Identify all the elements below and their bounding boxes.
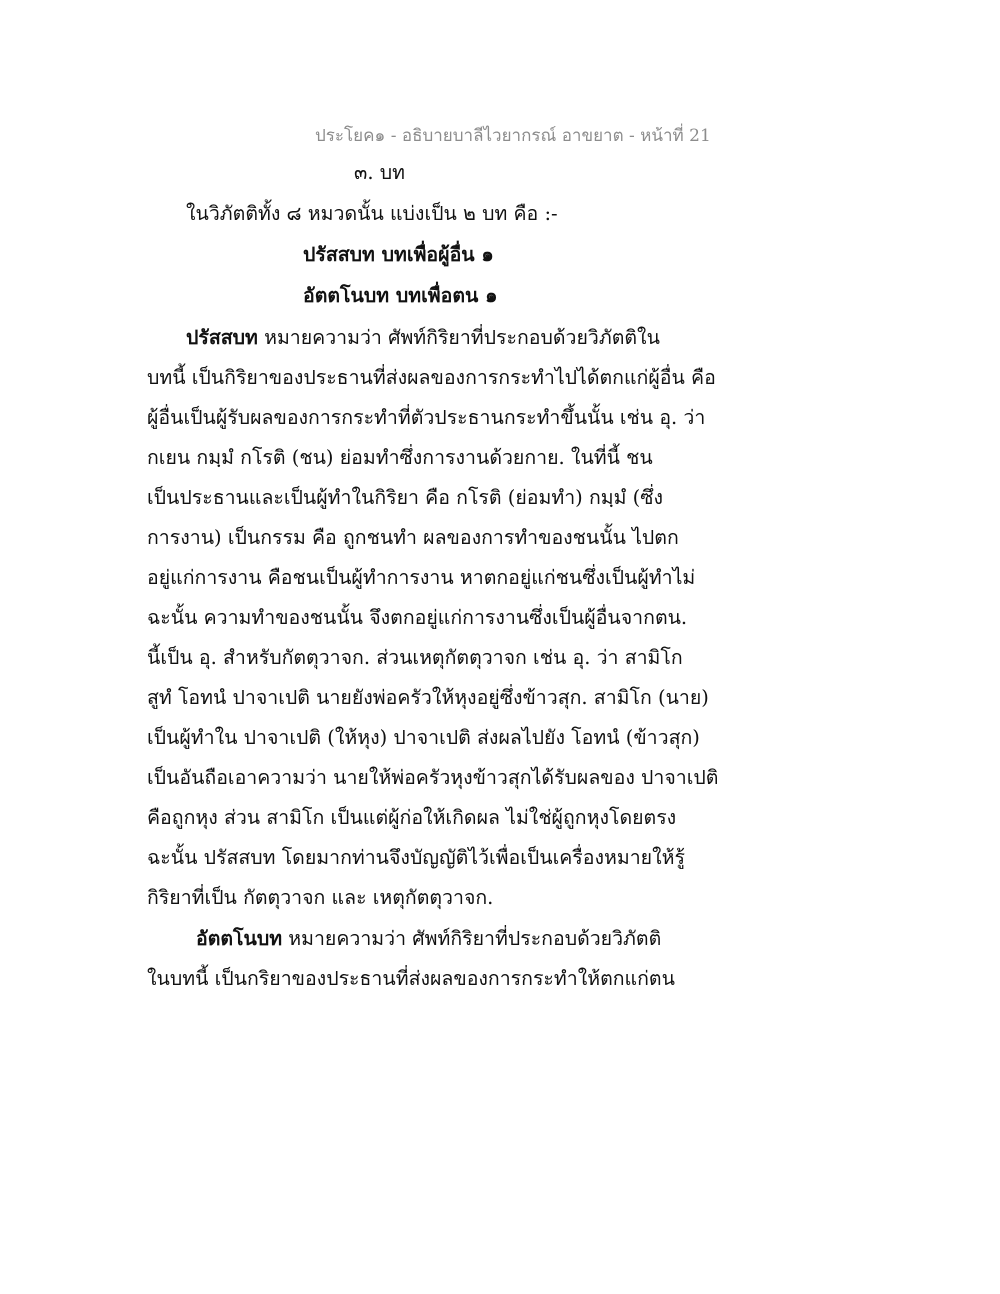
paragraph-1-line: กิริยาที่เป็น กัตตุวาจก และ เหตุกัตตุวาจก.	[147, 886, 494, 909]
paragraph-1-first-line	[186, 323, 660, 353]
paragraph-1-first-line-text: หมายความว่า ศัพท์กิริยาที่ประกอบด้วยวิภัตติใน	[257, 326, 660, 349]
paragraph-1-line: เป็นประธานและเป็นผู้ทำในกิริยา คือ กโรติ (ย่อมทำ) กมฺมํ (ซึ่ง	[147, 486, 664, 509]
paragraph-1-line: อยู่แก่การงาน คือชนเป็นผู้ทำการงาน หาตกอยู่แก่ชนซึ่งเป็นผู้ทำไม่	[147, 566, 696, 589]
paragraph-2-line: ในบทนี้ เป็นกริยาของประธานที่ส่งผลของการกระทำให้ตกแก่ตน	[147, 967, 675, 990]
term-parassabot: ปรัสสบท	[186, 326, 258, 349]
paragraph-1-line: เป็นอันถือเอาความว่า นายให้พ่อครัวหุงข้าวสุกได้รับผลของ ปาจาเปติ	[147, 766, 719, 789]
paragraph-1-line: ฉะนั้น ความทำของชนนั้น จึงตกอยู่แก่การงานซึ่งเป็นผู้อื่นจากตน.	[147, 606, 688, 629]
paragraph-1-line: นี้เป็น อุ. สำหรับกัตตุวาจก. ส่วนเหตุกัตตุวาจก เช่น อุ. ว่า สามิโก	[147, 646, 683, 669]
paragraph-1-line: กเยน กมฺมํ กโรติ (ชน) ย่อมทำซึ่งการงานด้วยกาย. ในที่นี้ ชน	[147, 446, 653, 469]
paragraph-2-first-line-text: หมายความว่า ศัพท์กิริยาที่ประกอบด้วยวิภัตติ	[282, 927, 662, 950]
paragraph-1-line: ฉะนั้น ปรัสสบท โดยมากท่านจึงบัญญัติไว้เพื่อเป็นเครื่องหมายให้รู้	[147, 846, 685, 869]
paragraph-1-line: สูทํ โอทนํ ปาจาเปติ นายยังพ่อครัวให้หุงอยู่ซึ่งข้าวสุก. สามิโก (นาย)	[147, 686, 709, 709]
section-title: ๓. บท	[354, 161, 405, 184]
paragraph-1-line: เป็นผู้ทำใน ปาจาเปติ (ให้หุง) ปาจาเปติ ส่งผลไปยัง โอทนํ (ข้าวสุก)	[147, 726, 700, 749]
paragraph-1-line: การงาน) เป็นกรรม คือ ถูกชนทำ ผลของการทำของชนนั้น ไปตก	[147, 526, 679, 549]
intro-line: ในวิภัตติทั้ง ๘ หมวดนั้น แบ่งเป็น ๒ บท คือ :-	[186, 202, 558, 225]
definition-attanobot: อัตตโนบท บทเพื่อตน ๑	[303, 284, 498, 307]
paragraph-1-line: คือถูกหุง ส่วน สามิโก เป็นแต่ผู้ก่อให้เกิดผล ไม่ใช่ผู้ถูกหุงโดยตรง	[147, 806, 677, 829]
page-header: ประโยค๑ - อธิบายบาลีไวยากรณ์ อาขยาต - หน้าที่ 21	[315, 126, 711, 146]
paragraph-1-line: บทนี้ เป็นกิริยาของประธานที่ส่งผลของการกระทำไปได้ตกแก่ผู้อื่น คือ	[147, 366, 716, 389]
term-attanobot: อัตตโนบท	[196, 927, 283, 950]
definition-parassabot: ปรัสสบท บทเพื่อผู้อื่น ๑	[303, 243, 494, 266]
paragraph-2-first-line	[196, 924, 661, 954]
paragraph-1-line: ผู้อื่นเป็นผู้รับผลของการกระทำที่ตัวประธานกระทำขึ้นนั้น เช่น อุ. ว่า	[147, 406, 706, 429]
